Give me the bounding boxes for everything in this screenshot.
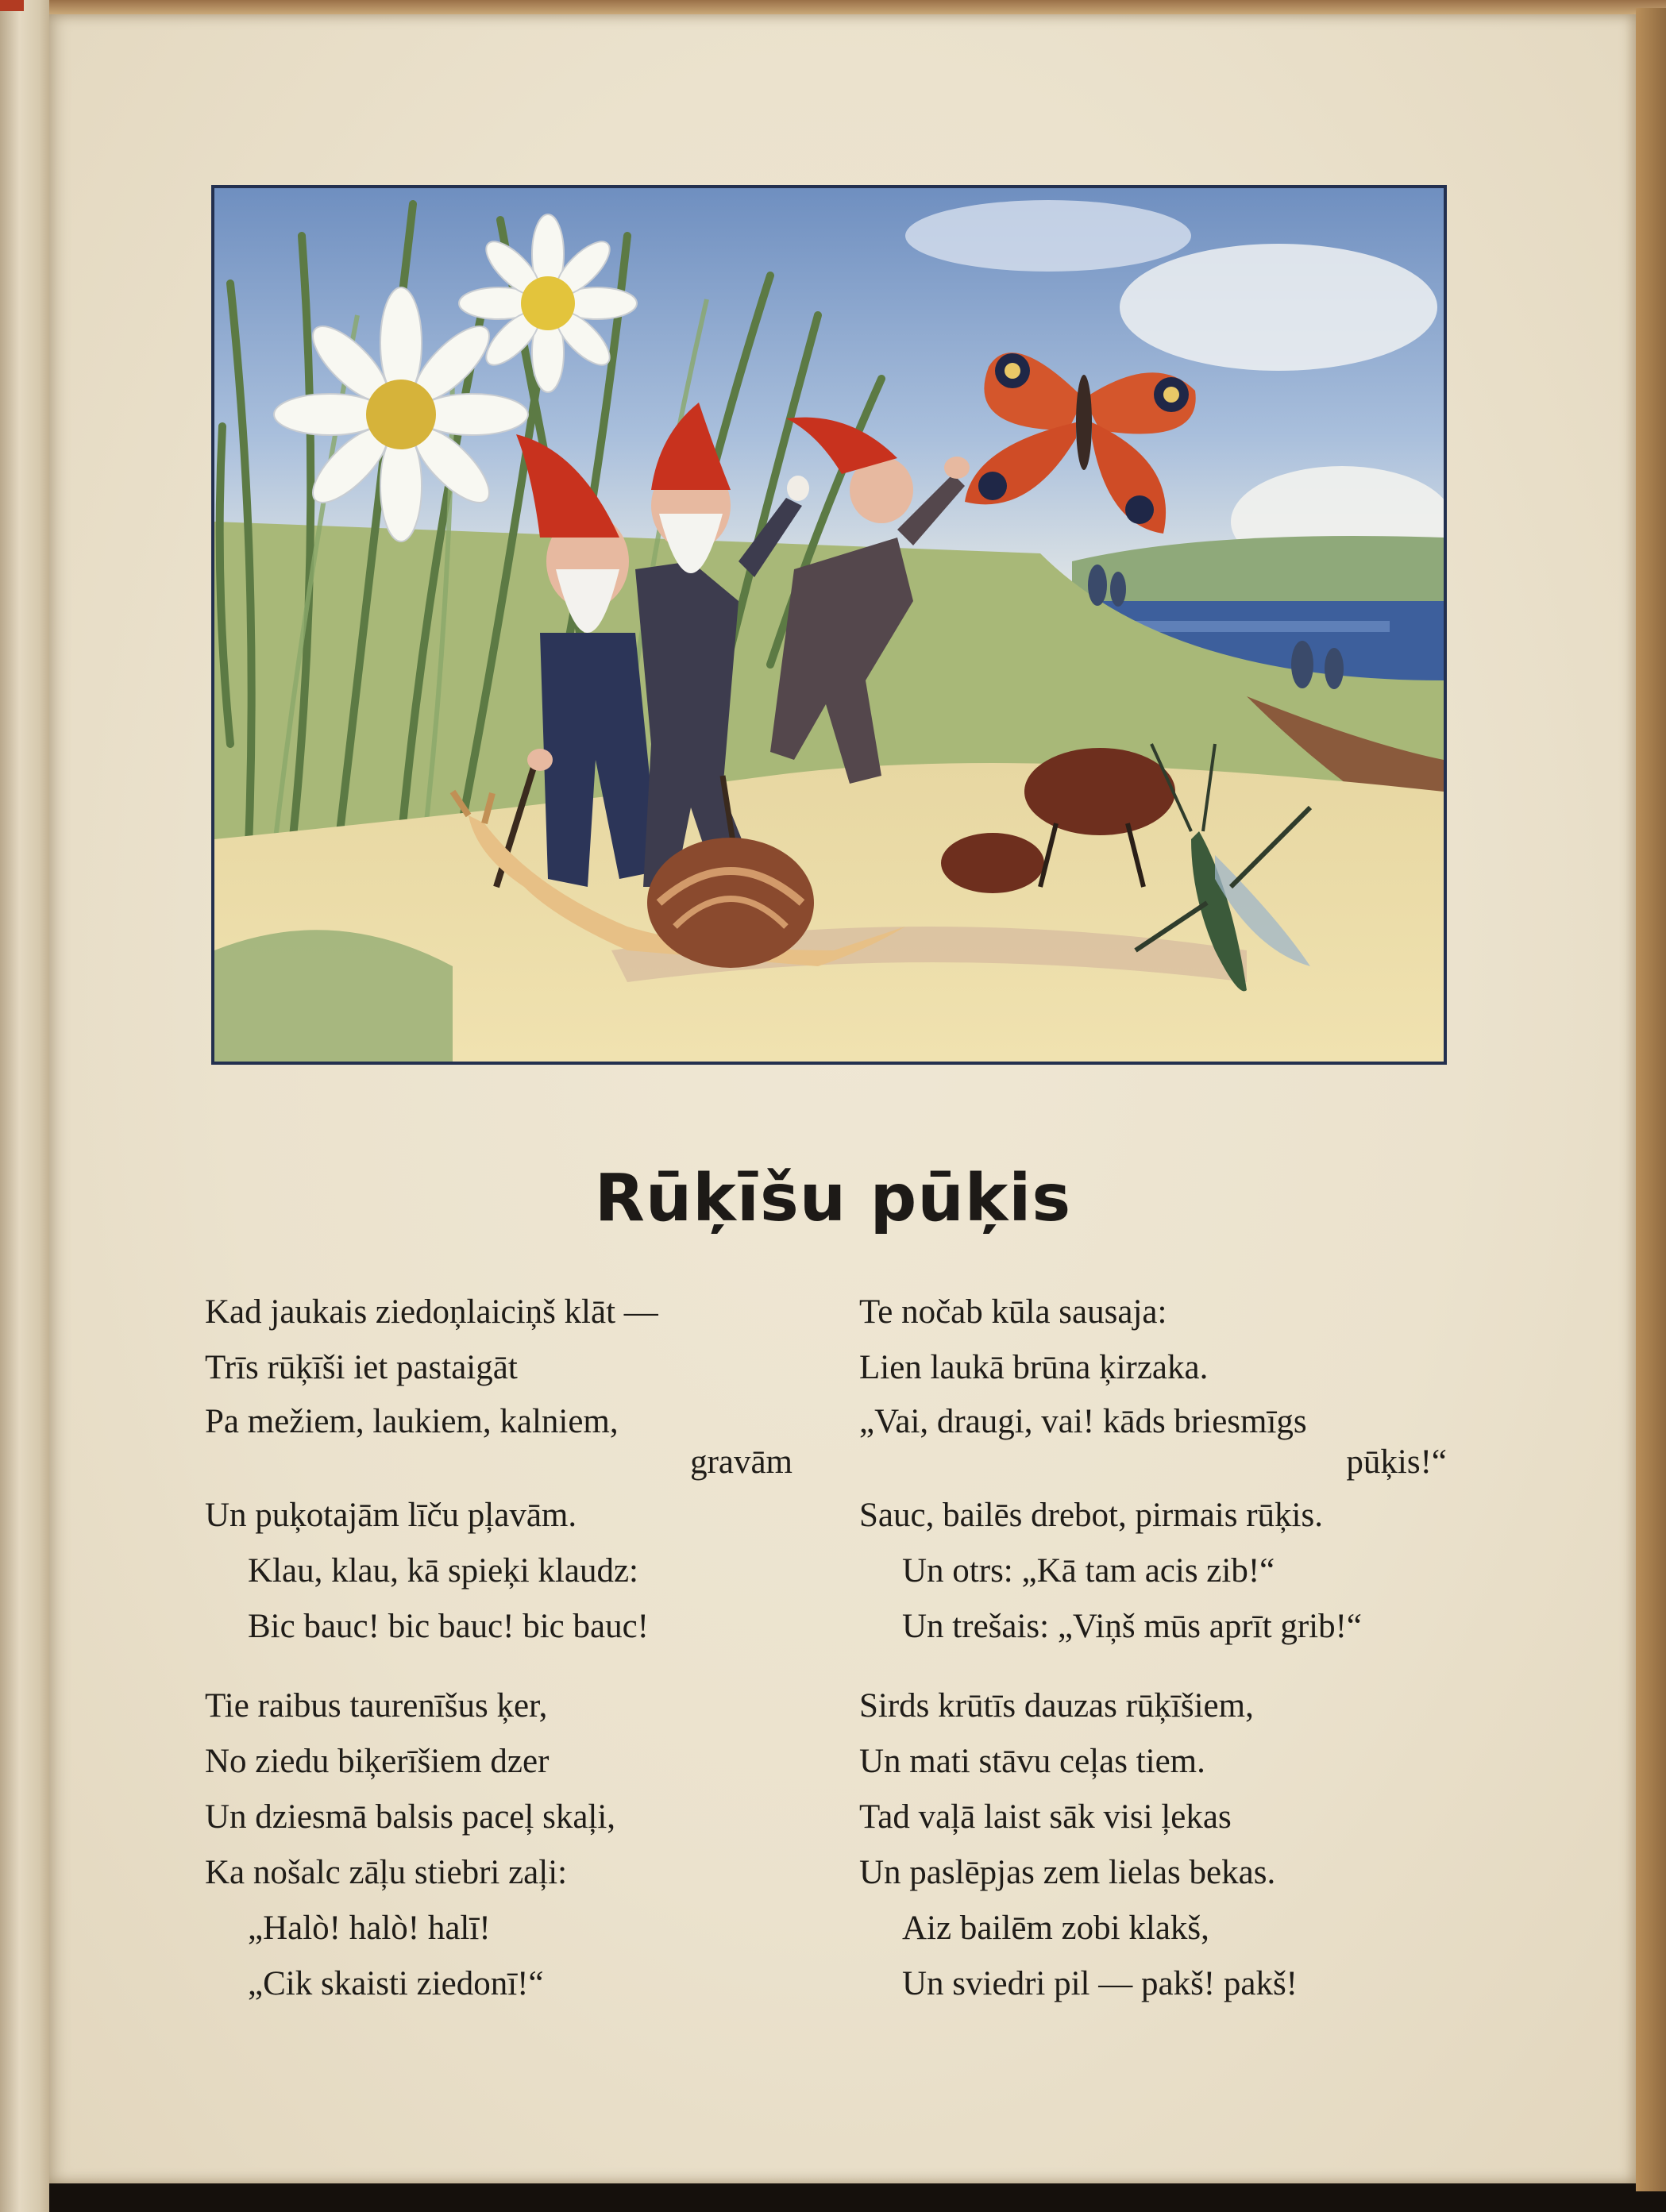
poem-line: Ka nošalc zāļu stiebri zaļi:	[205, 1854, 568, 1891]
stanza	[205, 1678, 808, 2012]
poem-line: Aiz bailēm zobi klakš,	[902, 1909, 1209, 1947]
poem-column-right	[859, 1285, 1463, 2036]
poem-line: Kad jaukais ziedoņlaiciņš klāt —	[205, 1293, 658, 1331]
poem-line: Tad vaļā laist sāk visi ļekas	[859, 1798, 1232, 1836]
poem-line: No ziedu biķerīšiem dzer	[205, 1743, 550, 1780]
page-edge-top	[49, 0, 1666, 14]
poem-line: „Vai, draugi, vai! kāds briesmīgs	[859, 1403, 1307, 1440]
poem-line: gravām	[690, 1443, 793, 1481]
poem-line: Un puķotajām līču pļavām.	[205, 1497, 577, 1534]
poem-line: Un paslēpjas zem lielas bekas.	[859, 1854, 1276, 1891]
cloud	[905, 200, 1191, 272]
poem-line: „Cik skaisti ziedonī!“	[248, 1965, 544, 2002]
poem-line: pūķis!“	[1346, 1443, 1447, 1481]
spine-ribbon	[0, 0, 24, 11]
poem-line: Pa mežiem, laukiem, kalniem,	[205, 1403, 619, 1440]
poem-line: Lien laukā brūna ķirzaka.	[859, 1349, 1209, 1386]
poem-line: Sirds krūtīs dauzas rūķīšiem,	[859, 1687, 1254, 1725]
illustration-scene	[214, 188, 1444, 1062]
stanza	[859, 1678, 1463, 2012]
poem-line: „Halò! halò! halī!	[248, 1909, 491, 1947]
poem-title: Rūķīšu pūķis	[594, 1161, 1072, 1236]
poem-line: Sauc, bailēs drebot, pirmais rūķis.	[859, 1497, 1323, 1534]
poem-line: Un dziesmā balsis paceļ skaļi,	[205, 1798, 616, 1836]
stanza	[205, 1285, 808, 1655]
page-edge-right	[1636, 8, 1666, 2191]
book-spine	[0, 0, 49, 2212]
poem-line: Bic bauc! bic bauc! bic bauc!	[248, 1608, 649, 1645]
stanza	[859, 1285, 1463, 1655]
illustration	[211, 185, 1447, 1065]
poem-line: Un otrs: „Kā tam acis zib!“	[902, 1552, 1275, 1590]
poem-column-left	[205, 1285, 808, 2036]
poem-line: Un sviedri pil — pakš! pakš!	[902, 1965, 1298, 2002]
cloud	[1120, 244, 1437, 371]
poem-line: Un mati stāvu ceļas tiem.	[859, 1743, 1205, 1780]
poem-line: Tie raibus taurenīšus ķer,	[205, 1687, 548, 1725]
poem-line: Klau, klau, kā spieķi klaudz:	[248, 1552, 638, 1590]
poem-line: Trīs rūķīši iet pastaigāt	[205, 1349, 518, 1386]
poem-line: Te nočab kūla sausaja:	[859, 1293, 1167, 1331]
poem-line: Un trešais: „Viņš mūs aprīt grib!“	[902, 1608, 1362, 1645]
